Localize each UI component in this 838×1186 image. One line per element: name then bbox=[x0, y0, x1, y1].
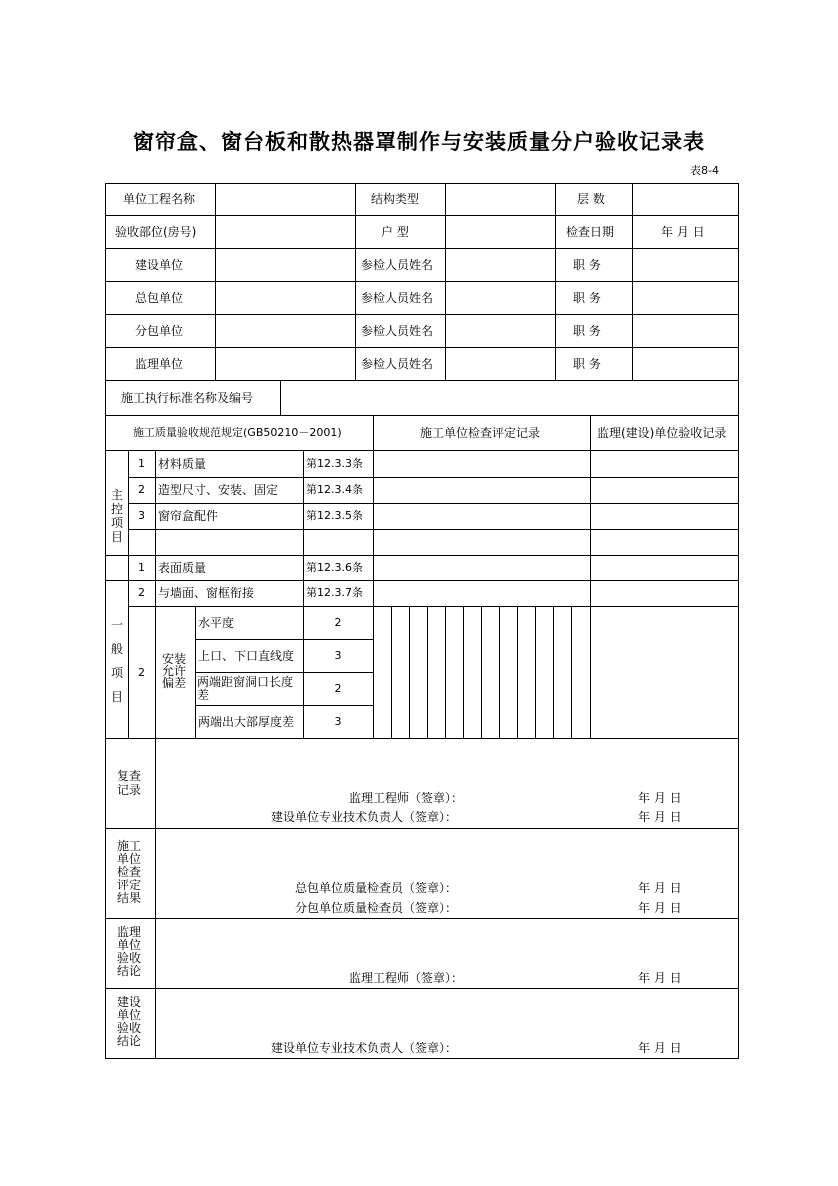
review-record-label: 复查记录 bbox=[116, 769, 141, 797]
acceptance-location-label: 验收部位(房号) bbox=[115, 225, 197, 239]
supervision-signature: 监理工程师（签章）： bbox=[349, 971, 464, 985]
item-clause: 第12.3.6条 bbox=[306, 561, 363, 574]
item-number: 1 bbox=[138, 561, 145, 574]
owner-unit-label: 建设单位 bbox=[135, 258, 184, 272]
main-items-label: 主控项目 bbox=[110, 488, 123, 544]
review-signature-2: 建设单位专业技术负责人（签章）： bbox=[271, 810, 458, 824]
deviation-item-name: 两端出大部厚度差 bbox=[198, 715, 295, 729]
item-name: 造型尺寸、安装、固定 bbox=[158, 483, 279, 497]
item-number: 2 bbox=[138, 586, 145, 599]
item-clause: 第12.3.7条 bbox=[306, 586, 363, 599]
post-label: 职 务 bbox=[573, 324, 601, 338]
structure-type-label: 结构类型 bbox=[371, 192, 420, 206]
construction-record-header: 施工单位检查评定记录 bbox=[420, 426, 541, 440]
deviation-allowance: 3 bbox=[334, 715, 342, 728]
acceptance-form-table bbox=[105, 183, 738, 1058]
construction-date-2: 年 月 日 bbox=[638, 901, 682, 915]
item-number: 1 bbox=[138, 457, 145, 470]
supervision-date: 年 月 日 bbox=[638, 971, 682, 985]
review-date-2: 年 月 日 bbox=[638, 810, 682, 824]
deviation-item-name: 两端距窗洞口长度差 bbox=[197, 675, 294, 702]
participant-name-label: 参检人员姓名 bbox=[361, 258, 434, 272]
item-clause: 第12.3.3条 bbox=[306, 457, 363, 470]
item-number: 3 bbox=[138, 509, 145, 522]
item-name: 窗帘盒配件 bbox=[158, 509, 219, 523]
construction-date-1: 年 月 日 bbox=[638, 881, 682, 895]
item-name: 表面质量 bbox=[158, 561, 207, 575]
deviation-allowance: 2 bbox=[334, 682, 342, 695]
floors-label: 层 数 bbox=[577, 192, 605, 206]
supervision-record-header: 监理(建设)单位验收记录 bbox=[597, 426, 727, 440]
deviation-item-name: 上口、下口直线度 bbox=[198, 649, 295, 663]
item-clause: 第12.3.5条 bbox=[306, 509, 363, 522]
project-name-label: 单位工程名称 bbox=[123, 192, 196, 206]
review-signature-1: 监理工程师（签章）： bbox=[349, 791, 464, 805]
item-number: 2 bbox=[138, 483, 145, 496]
form-number: 表8-4 bbox=[690, 164, 719, 177]
supervision-unit-label: 监理单位 bbox=[135, 357, 184, 371]
inspection-date-value: 年 月 日 bbox=[661, 225, 705, 239]
construction-result-label: 施工单位检查评定结果 bbox=[116, 839, 141, 905]
owner-date: 年 月 日 bbox=[638, 1041, 682, 1055]
item-name: 与墙面、窗框衔接 bbox=[158, 586, 255, 600]
participant-name-label: 参检人员姓名 bbox=[361, 324, 434, 338]
page-title: 窗帘盒、窗台板和散热器罩制作与安装质量分户验收记录表 bbox=[133, 130, 705, 154]
participant-name-label: 参检人员姓名 bbox=[361, 357, 434, 371]
deviation-allowance: 2 bbox=[334, 616, 342, 629]
unit-type-label: 户 型 bbox=[381, 225, 409, 239]
item-name: 材料质量 bbox=[158, 457, 207, 471]
subcontractor-label: 分包单位 bbox=[135, 324, 184, 338]
supervision-conclusion-label: 监理单位验收结论 bbox=[116, 925, 141, 978]
general-contractor-label: 总包单位 bbox=[135, 291, 184, 305]
deviation-item-name: 水平度 bbox=[198, 616, 235, 630]
participant-name-label: 参检人员姓名 bbox=[361, 291, 434, 305]
standard-label: 施工执行标准名称及编号 bbox=[121, 391, 254, 405]
spec-column-header: 施工质量验收规范规定(GB50210－2001) bbox=[133, 426, 342, 439]
deviation-group-label: 安装允许偏差 bbox=[161, 652, 186, 690]
owner-signature: 建设单位专业技术负责人（签章）： bbox=[271, 1041, 458, 1055]
item-clause: 第12.3.4条 bbox=[306, 483, 363, 496]
post-label: 职 务 bbox=[573, 258, 601, 272]
construction-signature-2: 分包单位质量检查员（签章）： bbox=[295, 901, 458, 915]
review-date-1: 年 月 日 bbox=[638, 791, 682, 805]
owner-conclusion-label: 建设单位验收结论 bbox=[116, 995, 141, 1048]
post-label: 职 务 bbox=[573, 291, 601, 305]
item-number: 2 bbox=[138, 666, 145, 679]
post-label: 职 务 bbox=[573, 357, 601, 371]
deviation-allowance: 3 bbox=[334, 649, 342, 662]
general-items-label: 一般项目 bbox=[110, 618, 123, 704]
inspection-date-label: 检查日期 bbox=[566, 225, 615, 239]
construction-signature-1: 总包单位质量检查员（签章）： bbox=[295, 881, 458, 895]
